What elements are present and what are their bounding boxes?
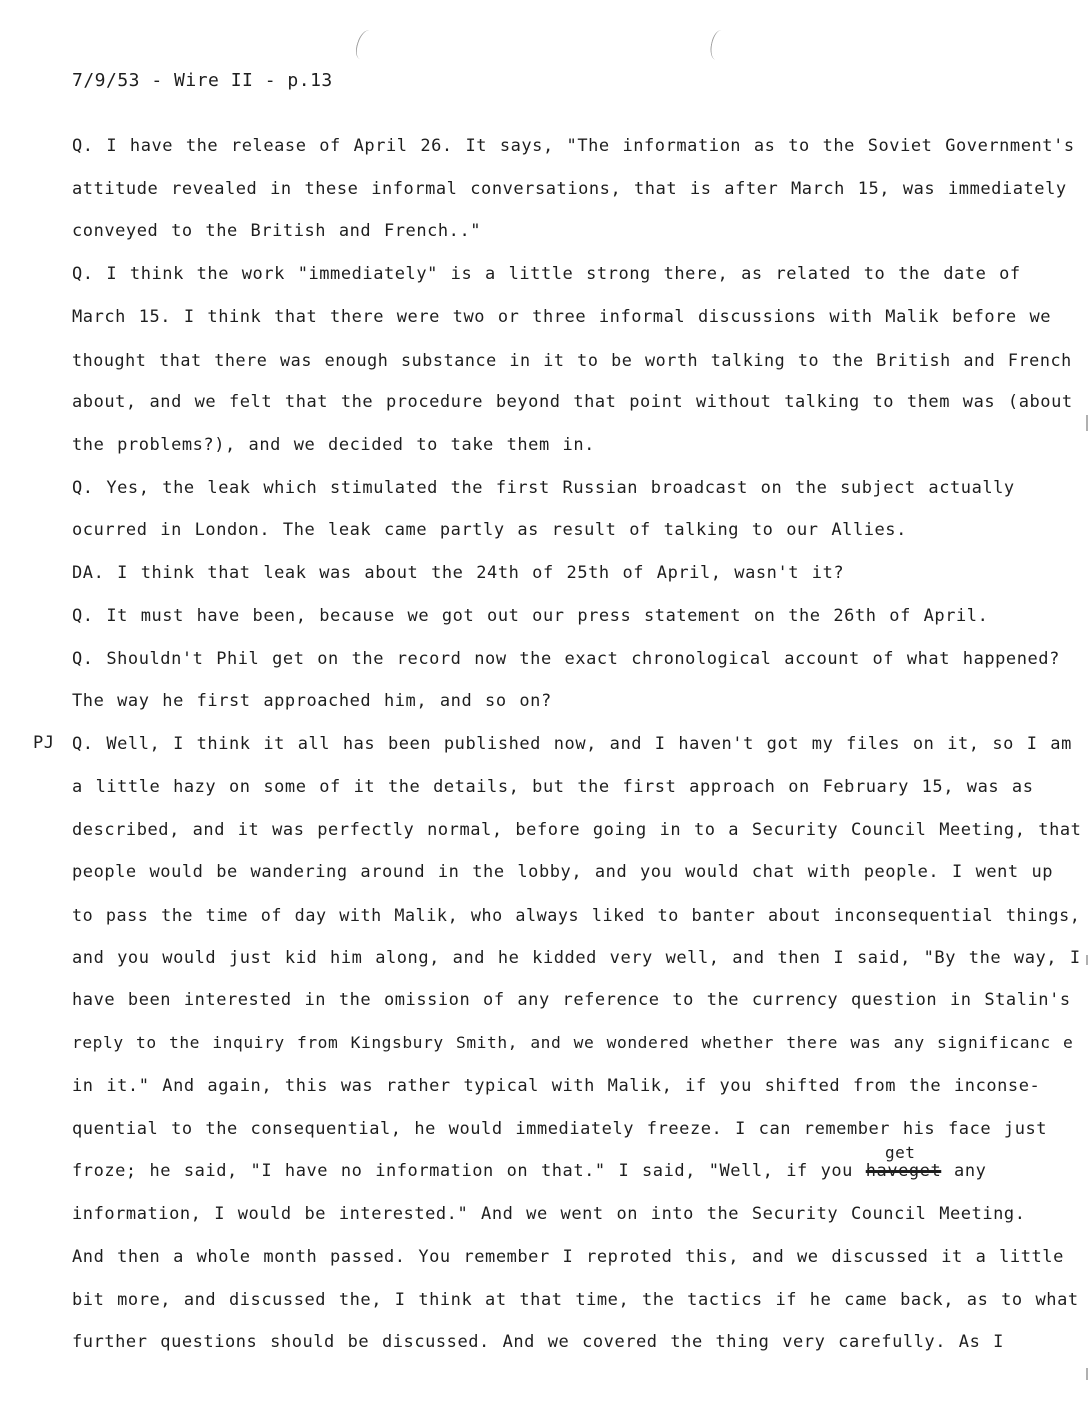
text-line: bit more, and discussed the, I think at that time, the tactics if he came back, as to what (72, 1290, 1079, 1310)
page-header: 7/9/53 - Wire II - p.13 (72, 70, 333, 91)
text-line: in it." And again, this was rather typical with Malik, if you shifted from the inconse- (72, 1076, 1041, 1096)
text-line: Q. Well, I think it all has been published now, and I haven't got my files on it, so I am (72, 734, 1072, 754)
edge-mark (1086, 415, 1088, 431)
text-line: Q. I have the release of April 26. It says, "The information as to the Soviet Government's (72, 136, 1075, 156)
text-line: DA. I think that leak was about the 24th of 25th of April, wasn't it? (72, 563, 845, 583)
text-line: attitude revealed in these informal conversations, that is after March 15, was immediately (72, 179, 1067, 199)
text-line: quential to the consequential, he would immediately freeze. I can remember his face just (72, 1119, 1048, 1139)
text-line: reply to the inquiry from Kingsbury Smith, and we wondered whether there was any significanc e (72, 1033, 1074, 1052)
text-line: Q. It must have been, because we got out our press statement on the 26th of April. (72, 606, 989, 626)
paper-mark (708, 29, 729, 61)
text-line: information, I would be interested." And we went on into the Security Council Meeting. (72, 1204, 1026, 1224)
interlinear-insertion: get (885, 1143, 916, 1162)
text-line: conveyed to the British and French.." (72, 221, 482, 241)
text-line: The way he first approached him, and so on? (72, 691, 552, 711)
margin-speaker-label: PJ (33, 733, 55, 753)
text-line: thought that there was enough substance in it to be worth talking to the British and French (72, 350, 1072, 370)
text-line: described, and it was perfectly normal, before going in to a Security Council Meeting, that (72, 820, 1082, 840)
text-line: the problems?), and we decided to take them in. (72, 435, 595, 455)
edge-mark (1086, 1368, 1088, 1380)
text-line: March 15. I think that there were two or three informal discussions with Malik before we (72, 307, 1052, 327)
text-line (72, 1161, 986, 1181)
text-line: to pass the time of day with Malik, who always liked to banter about inconsequential things, (72, 905, 1081, 925)
text-line: about, and we felt that the procedure beyond that point without talking to them was (about (72, 392, 1073, 412)
paper-mark (353, 28, 377, 61)
text-line: Q. Shouldn't Phil get on the record now the exact chronological account of what happened? (72, 649, 1060, 669)
text-line-segment: froze; he said, "I have no information on that." I said, "Well, if you (72, 1161, 853, 1181)
text-line: Q. Yes, the leak which stimulated the first Russian broadcast on the subject actually (72, 478, 1015, 498)
text-line: Q. I think the work "immediately" is a little strong there, as related to the date of (72, 264, 1021, 284)
text-line: a little hazy on some of it the details, but the first approach on February 15, was as (72, 777, 1034, 797)
text-line: And then a whole month passed. You remember I reproted this, and we discussed it a little (72, 1247, 1064, 1267)
text-line: further questions should be discussed. And we covered the thing very carefully. As I (72, 1332, 1004, 1352)
text-line: and you would just kid him along, and he kidded very well, and then I said, "By the way, I (72, 948, 1081, 968)
edge-mark (1086, 955, 1088, 965)
text-line: have been interested in the omission of any reference to the currency question in Stalin's (72, 990, 1071, 1010)
text-line: ocurred in London. The leak came partly as result of talking to our Allies. (72, 520, 907, 540)
text-line-segment: any (941, 1161, 987, 1181)
text-line: people would be wandering around in the lobby, and you would chat with people. I went up (72, 862, 1054, 882)
struck-text: haveget (865, 1161, 942, 1181)
